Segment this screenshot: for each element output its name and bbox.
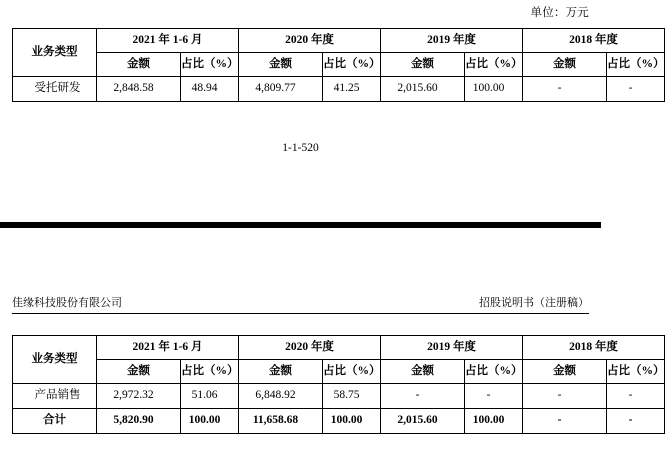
cell-percent-2020: 41.25: [323, 77, 381, 102]
subheader-percent-2020: 占比（%）: [323, 360, 381, 384]
cell-amount-2019: -: [381, 384, 465, 409]
cell-percent-2018: -: [607, 384, 665, 409]
cell-amount-2020: 6,848.92: [239, 384, 323, 409]
subheader-amount-2018: 金额: [523, 360, 607, 384]
header-biztype: 业务类型: [13, 29, 97, 77]
subheader-percent-2018: 占比（%）: [607, 360, 665, 384]
subheader-percent-2021h1: 占比（%）: [181, 53, 239, 77]
header-period-2021h1: 2021 年 1-6 月: [97, 29, 239, 53]
table-subheader-row-bottom: [13, 360, 665, 384]
header-period-2019: 2019 年度: [381, 336, 523, 360]
revenue-table-top: [12, 28, 665, 102]
row-label: 受托研发: [13, 77, 97, 102]
subheader-percent-2021h1: 占比（%）: [181, 360, 239, 384]
table-row: [13, 384, 665, 409]
subheader-amount-2021h1: 金额: [97, 53, 181, 77]
cell-amount-2019: 2,015.60: [381, 77, 465, 102]
running-header-doctype: 招股说明书（注册稿）: [479, 297, 589, 309]
cell-amount-2018: -: [523, 77, 607, 102]
total-amount-2020: 11,658.68: [239, 409, 323, 434]
cell-amount-2021h1: 2,972.32: [97, 384, 181, 409]
subheader-amount-2021h1: 金额: [97, 360, 181, 384]
table-subheader-row-top: [13, 53, 665, 77]
cell-percent-2019: 100.00: [465, 77, 523, 102]
subheader-percent-2019: 占比（%）: [465, 53, 523, 77]
total-percent-2021h1: 100.00: [181, 409, 239, 434]
running-header: [12, 294, 589, 314]
table-row-total: [13, 409, 665, 434]
cell-percent-2020: 58.75: [323, 384, 381, 409]
total-amount-2021h1: 5,820.90: [97, 409, 181, 434]
header-period-2021h1: 2021 年 1-6 月: [97, 336, 239, 360]
table-header-row-top: [13, 29, 665, 53]
header-period-2018: 2018 年度: [523, 336, 665, 360]
running-header-company: 佳缘科技股份有限公司: [12, 297, 122, 309]
subheader-percent-2018: 占比（%）: [607, 53, 665, 77]
subheader-percent-2019: 占比（%）: [465, 360, 523, 384]
total-percent-2019: 100.00: [465, 409, 523, 434]
total-amount-2019: 2,015.60: [381, 409, 465, 434]
unit-note: 单位：万元: [530, 7, 589, 19]
total-amount-2018: -: [523, 409, 607, 434]
header-period-2020: 2020 年度: [239, 336, 381, 360]
cell-amount-2018: -: [523, 384, 607, 409]
table-row: [13, 77, 665, 102]
table-header-row-bottom: [13, 336, 665, 360]
subheader-amount-2020: 金额: [239, 360, 323, 384]
cell-percent-2021h1: 48.94: [181, 77, 239, 102]
cell-amount-2021h1: 2,848.58: [97, 77, 181, 102]
row-label-total: 合计: [13, 409, 97, 434]
cell-percent-2019: -: [465, 384, 523, 409]
page-break-divider: [0, 222, 601, 228]
header-biztype: 业务类型: [13, 336, 97, 384]
subheader-amount-2019: 金额: [381, 53, 465, 77]
subheader-percent-2020: 占比（%）: [323, 53, 381, 77]
cell-amount-2020: 4,809.77: [239, 77, 323, 102]
row-label: 产品销售: [13, 384, 97, 409]
page-number: 1-1-520: [282, 142, 319, 154]
header-period-2019: 2019 年度: [381, 29, 523, 53]
total-percent-2020: 100.00: [323, 409, 381, 434]
revenue-table-bottom: [12, 335, 665, 434]
total-percent-2018: -: [607, 409, 665, 434]
subheader-amount-2020: 金额: [239, 53, 323, 77]
cell-percent-2018: -: [607, 77, 665, 102]
cell-percent-2021h1: 51.06: [181, 384, 239, 409]
subheader-amount-2019: 金额: [381, 360, 465, 384]
header-period-2020: 2020 年度: [239, 29, 381, 53]
header-period-2018: 2018 年度: [523, 29, 665, 53]
subheader-amount-2018: 金额: [523, 53, 607, 77]
